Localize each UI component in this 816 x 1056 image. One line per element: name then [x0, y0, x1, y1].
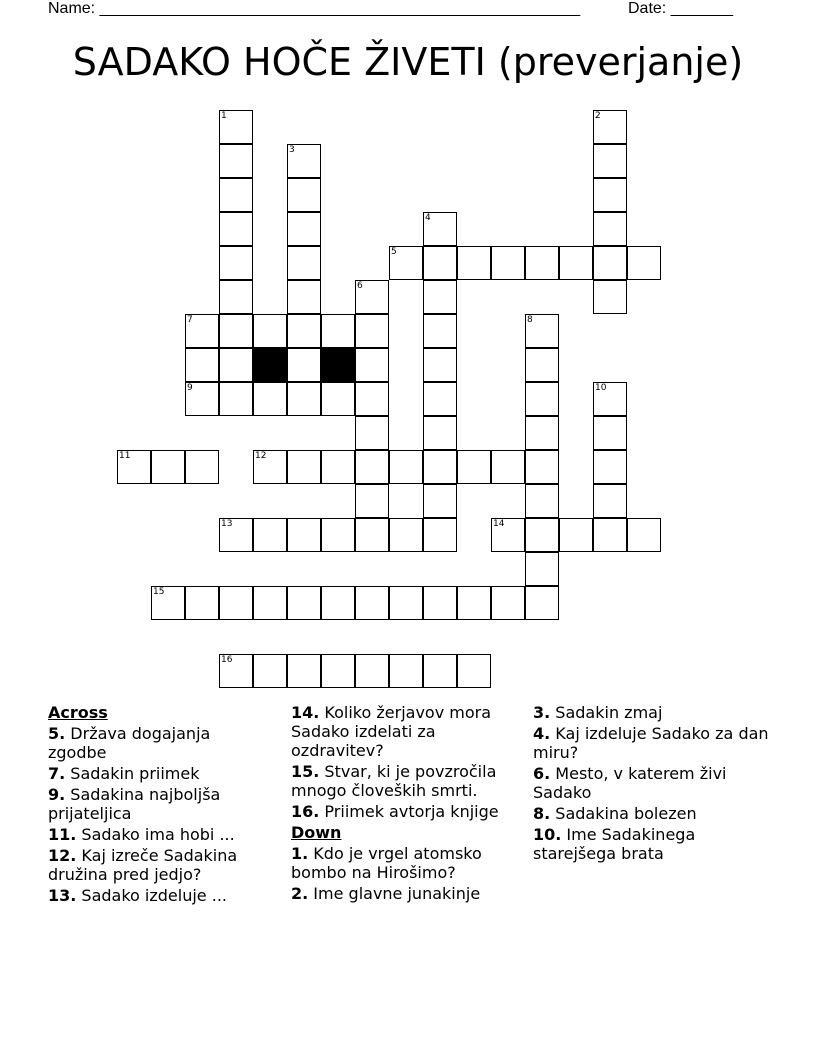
grid-cell[interactable] [423, 518, 457, 552]
grid-cell[interactable] [525, 518, 559, 552]
clue-number: 6 [357, 281, 363, 291]
grid-cell[interactable] [423, 246, 457, 280]
clue-text: Sadako izdeluje ... [76, 886, 227, 905]
clue-number-label: 5. [48, 724, 66, 743]
clue-across-item [291, 762, 521, 800]
clue-number-label: 1. [291, 844, 309, 863]
grid-cell[interactable] [219, 382, 253, 416]
grid-cell[interactable] [525, 246, 559, 280]
grid-cell[interactable] [423, 382, 457, 416]
clue-number: 9 [187, 383, 193, 393]
grid-cell[interactable] [491, 586, 525, 620]
clue-across-item [291, 802, 521, 821]
clue-number-label: 4. [533, 724, 551, 743]
grid-cell[interactable] [593, 246, 627, 280]
grid-cell[interactable] [253, 450, 287, 484]
clue-text: Kdo je vrgel atomsko bombo na Hirošimo? [291, 844, 482, 882]
grid-cell[interactable] [491, 518, 525, 552]
clue-number: 14 [493, 519, 505, 529]
grid-cell[interactable] [219, 110, 253, 144]
clue-number: 2 [595, 111, 601, 121]
grid-cell[interactable] [355, 382, 389, 416]
grid-cell[interactable] [593, 518, 627, 552]
clue-text: Priimek avtorja knjige [319, 802, 499, 821]
grid-cell[interactable] [457, 450, 491, 484]
grid-cell[interactable] [525, 552, 559, 586]
grid-cell[interactable] [593, 382, 627, 416]
grid-cell[interactable] [423, 348, 457, 382]
clue-number-label: 15. [291, 762, 320, 781]
clue-number: 7 [187, 315, 193, 325]
grid-cell[interactable] [219, 178, 253, 212]
clue-number: 11 [119, 451, 131, 461]
name-field: Name: ______________________________________________________ [48, 0, 581, 17]
page-title: SADAKO HOČE ŽIVETI (preverjanje) [72, 40, 744, 84]
grid-cell[interactable] [219, 586, 253, 620]
clue-number-label: 14. [291, 703, 320, 722]
grid-cell[interactable] [491, 246, 525, 280]
clue-text: Mesto, v katerem živi Sadako [533, 764, 727, 802]
grid-cell[interactable] [389, 654, 423, 688]
grid-cell[interactable] [355, 450, 389, 484]
clue-text: Kaj izdeluje Sadako za dan miru? [533, 724, 769, 762]
grid-cell[interactable] [287, 586, 321, 620]
grid-cell[interactable] [287, 518, 321, 552]
clue-number-label: 13. [48, 886, 77, 905]
clue-across-item [48, 846, 273, 884]
grid-cell[interactable] [185, 586, 219, 620]
clues-column-3 [533, 703, 773, 865]
grid-cell[interactable] [355, 654, 389, 688]
grid-cell[interactable] [627, 518, 661, 552]
grid-cell[interactable] [321, 654, 355, 688]
grid-cell[interactable] [423, 654, 457, 688]
grid-cell[interactable] [389, 586, 423, 620]
grid-cell[interactable] [525, 484, 559, 518]
grid-cell[interactable] [287, 246, 321, 280]
grid-cell[interactable] [423, 586, 457, 620]
grid-cell[interactable] [287, 144, 321, 178]
clue-down-item [533, 804, 773, 823]
grid-cell[interactable] [593, 450, 627, 484]
grid-cell[interactable] [593, 110, 627, 144]
grid-cell[interactable] [321, 314, 355, 348]
grid-cell[interactable] [525, 314, 559, 348]
grid-cell[interactable] [355, 314, 389, 348]
grid-cell[interactable] [219, 348, 253, 382]
grid-cell[interactable] [525, 382, 559, 416]
grid-cell[interactable] [593, 212, 627, 246]
clue-text: Sadako ima hobi ... [76, 825, 235, 844]
grid-cell[interactable] [151, 450, 185, 484]
grid-cell[interactable] [185, 348, 219, 382]
clue-across-item [291, 703, 521, 760]
down-heading: Down [291, 823, 342, 842]
clue-number-label: 8. [533, 804, 551, 823]
grid-cell[interactable] [219, 212, 253, 246]
clue-number: 5 [391, 247, 397, 257]
grid-cell[interactable] [219, 246, 253, 280]
clue-number-label: 12. [48, 846, 77, 865]
grid-cell[interactable] [593, 144, 627, 178]
grid-cell[interactable] [355, 348, 389, 382]
clues-column-2 [291, 703, 521, 905]
clue-down-item [533, 703, 773, 722]
grid-cell[interactable] [287, 450, 321, 484]
grid-cell[interactable] [287, 280, 321, 314]
grid-cell[interactable] [185, 450, 219, 484]
clue-text: Sadakin zmaj [550, 703, 663, 722]
grid-cell[interactable] [627, 246, 661, 280]
grid-cell[interactable] [253, 586, 287, 620]
clue-across-item [48, 724, 273, 762]
clue-number-label: 9. [48, 785, 66, 804]
grid-cell[interactable] [253, 518, 287, 552]
grid-cell[interactable] [287, 212, 321, 246]
clue-down-item [533, 825, 773, 863]
grid-cell[interactable] [423, 450, 457, 484]
grid-cell[interactable] [355, 518, 389, 552]
grid-cell[interactable] [151, 586, 185, 620]
date-field: Date: _______ [628, 0, 733, 17]
clue-text: Ime Sadakinega starejšega brata [533, 825, 696, 863]
clue-number-label: 2. [291, 884, 309, 903]
clue-text: Sadakina najboljša prijateljica [48, 785, 221, 823]
clue-text: Sadakina bolezen [550, 804, 697, 823]
grid-cell[interactable] [593, 484, 627, 518]
grid-cell[interactable] [287, 654, 321, 688]
clues-column-1 [48, 703, 273, 907]
grid-cell[interactable] [593, 178, 627, 212]
grid-cell[interactable] [355, 586, 389, 620]
grid-cell[interactable] [593, 416, 627, 450]
grid-cell[interactable] [185, 382, 219, 416]
grid-cell[interactable] [593, 280, 627, 314]
grid-cell[interactable] [321, 518, 355, 552]
grid-block [321, 348, 355, 382]
grid-cell[interactable] [423, 416, 457, 450]
grid-cell[interactable] [423, 314, 457, 348]
clue-number-label: 10. [533, 825, 562, 844]
grid-cell[interactable] [321, 382, 355, 416]
grid-cell[interactable] [559, 518, 593, 552]
clue-number-label: 16. [291, 802, 320, 821]
clue-text: Koliko žerjavov mora Sadako izdelati za ozdravitev? [291, 703, 492, 760]
clue-across-item [48, 764, 273, 783]
clue-down-item [533, 724, 773, 762]
grid-cell[interactable] [287, 314, 321, 348]
grid-cell[interactable] [321, 586, 355, 620]
grid-cell[interactable] [219, 654, 253, 688]
clue-text: Ime glavne junakinje [308, 884, 481, 903]
clue-text: Država dogajanja zgodbe [48, 724, 211, 762]
grid-cell[interactable] [355, 280, 389, 314]
grid-cell[interactable] [253, 654, 287, 688]
grid-cell[interactable] [287, 348, 321, 382]
clue-number-label: 3. [533, 703, 551, 722]
clue-number-label: 7. [48, 764, 66, 783]
clue-down-item [291, 844, 521, 882]
grid-cell[interactable] [457, 654, 491, 688]
grid-cell[interactable] [389, 246, 423, 280]
grid-cell[interactable] [525, 450, 559, 484]
grid-cell[interactable] [117, 450, 151, 484]
grid-cell[interactable] [185, 314, 219, 348]
grid-cell[interactable] [389, 450, 423, 484]
clue-number: 16 [221, 655, 233, 665]
clue-number-label: 6. [533, 764, 551, 783]
grid-cell[interactable] [525, 586, 559, 620]
grid-cell[interactable] [355, 484, 389, 518]
clue-number: 15 [153, 587, 165, 597]
across-heading: Across [48, 703, 108, 722]
clue-down-item [291, 884, 521, 903]
grid-cell[interactable] [355, 416, 389, 450]
grid-cell[interactable] [423, 280, 457, 314]
grid-cell[interactable] [491, 450, 525, 484]
grid-cell[interactable] [423, 212, 457, 246]
grid-cell[interactable] [423, 484, 457, 518]
grid-cell[interactable] [389, 518, 423, 552]
grid-cell[interactable] [457, 586, 491, 620]
grid-cell[interactable] [457, 246, 491, 280]
grid-cell[interactable] [219, 280, 253, 314]
clue-text: Stvar, ki je povzročila mnogo človeških smrti. [291, 762, 497, 800]
grid-cell[interactable] [559, 246, 593, 280]
clue-text: Sadakin priimek [65, 764, 200, 783]
clue-number: 13 [221, 519, 233, 529]
clue-number: 10 [595, 383, 607, 393]
clue-across-item [48, 886, 273, 905]
grid-cell[interactable] [219, 518, 253, 552]
clue-number: 3 [289, 145, 295, 155]
grid-cell[interactable] [219, 144, 253, 178]
clue-number: 12 [255, 451, 267, 461]
grid-block [253, 348, 287, 382]
clue-number: 4 [425, 213, 431, 223]
clue-down-item [533, 764, 773, 802]
grid-cell[interactable] [253, 314, 287, 348]
clue-across-item [48, 785, 273, 823]
grid-cell[interactable] [525, 416, 559, 450]
grid-cell[interactable] [253, 382, 287, 416]
grid-cell[interactable] [321, 450, 355, 484]
clue-number-label: 11. [48, 825, 77, 844]
grid-cell[interactable] [219, 314, 253, 348]
clue-across-item [48, 825, 273, 844]
clue-number: 1 [221, 111, 227, 121]
clue-text: Kaj izreče Sadakina družina pred jedjo? [48, 846, 238, 884]
clue-number: 8 [527, 315, 533, 325]
grid-cell[interactable] [287, 382, 321, 416]
grid-cell[interactable] [525, 348, 559, 382]
grid-cell[interactable] [287, 178, 321, 212]
